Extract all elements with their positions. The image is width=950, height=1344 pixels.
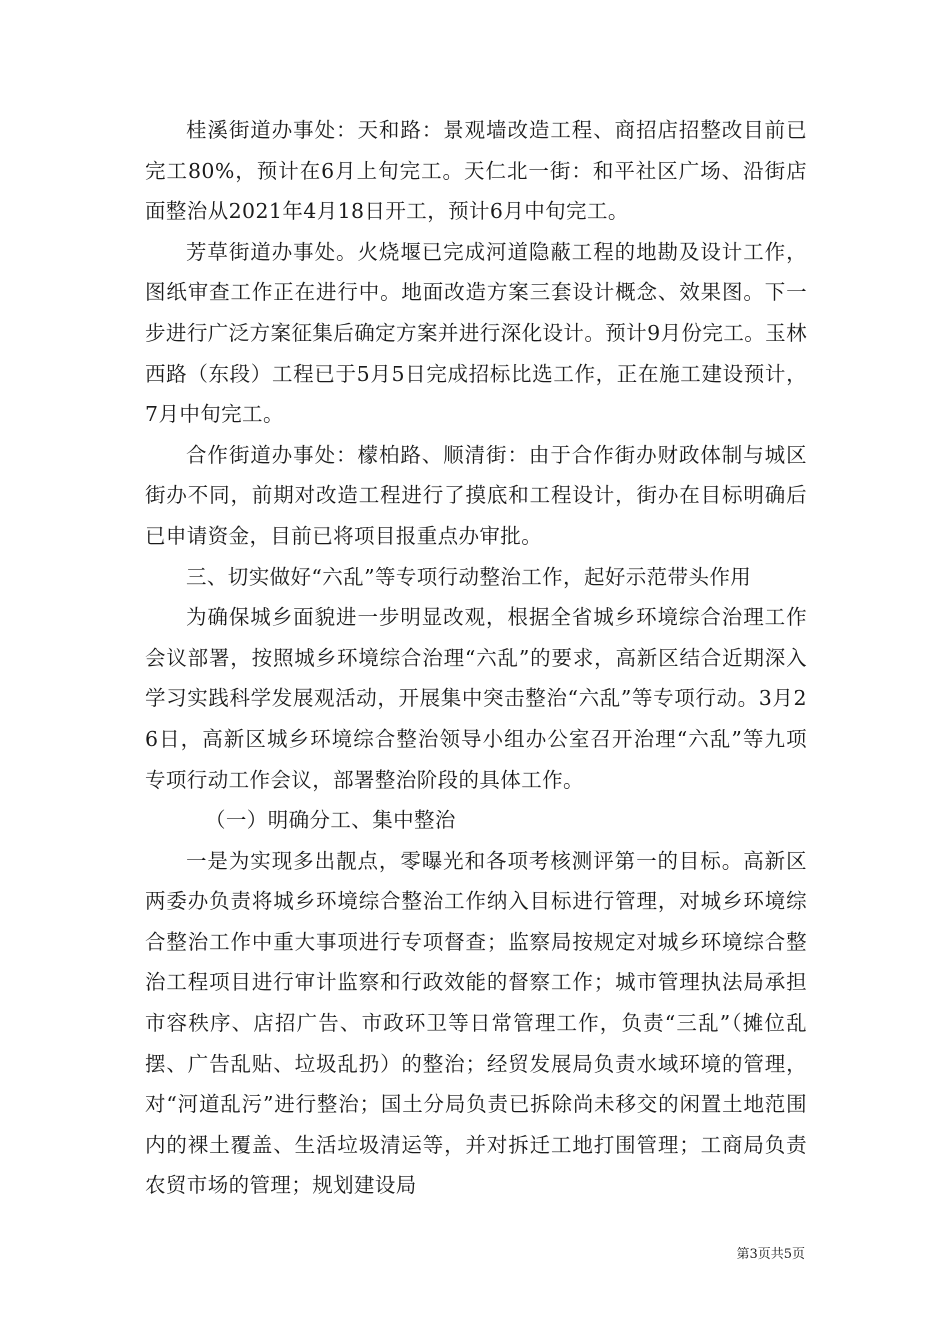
- section-heading-three: 三、切实做好“六乱”等专项行动整治工作，起好示范带头作用: [186, 564, 752, 589]
- paragraph-division-of-work: 一是为实现多出靓点，零曝光和各项考核测评第一的目标。高新区两委办负责将城乡环境综合整治工作纳入目标进行管理，对城乡环境综合整治工作中重大事项进行专项督查；监察局按规定对城乡环境综合整治工程项目进行审计监察和行政效能的督察工作；城市管理执法局承担市容秩序、店招广告、市政环卫等日常管理工作，负责“三乱”（摊位乱摆、广告乱贴、垃圾乱扔）的整治；经贸发展局负责水域环境的管理，对“河道乱污”进行整治；国土分局负责已拆除尚未移交的闲置土地范围内的裸土覆盖、生活垃圾清运等，并对拆迁工地打围管理；工商局负责农贸市场的管理；规划建设局: [145, 848, 807, 1198]
- paragraph-fangcao: 芳草街道办事处。火烧堰已完成河道隐蔽工程的地勘及设计工作，图纸审查工作正在进行中。地面改造方案三套设计概念、效果图。下一步进行广泛方案征集后确定方案并进行深化设计。预计9月份完工。玉林西路（东段）工程已于5月5日完成招标比选工作，正在施工建设预计，7月中旬完工。: [145, 239, 807, 427]
- paragraph-hezuo: 合作街道办事处：檬柏路、顺清街：由于合作街办财政体制与城区街办不同，前期对改造工程进行了摸底和工程设计，街办在目标明确后已申请资金，目前已将项目报重点办审批。: [145, 442, 807, 548]
- paragraph-liuluan-intro: 为确保城乡面貌进一步明显改观，根据全省城乡环境综合治理工作会议部署，按照城乡环境综合治理“六乱”的要求，高新区结合近期深入学习实践科学发展观活动，开展集中突击整治“六乱”等专项行动。3月26日，高新区城乡环境综合整治领导小组办公室召开治理“六乱”等九项专项行动工作会议，部署整治阶段的具体工作。: [145, 605, 807, 792]
- page-number: 第3页共5页: [736, 1247, 805, 1262]
- document-body: [145, 110, 807, 1206]
- paragraph-guixi: 桂溪街道办事处：天和路：景观墙改造工程、商招店招整改目前已完工80%，预计在6月上旬完工。天仁北一街：和平社区广场、沿街店面整治从2021年4月18日开工，预计6月中旬完工。: [145, 118, 807, 224]
- subheading-one: （一）明确分工、集中整治: [205, 808, 456, 833]
